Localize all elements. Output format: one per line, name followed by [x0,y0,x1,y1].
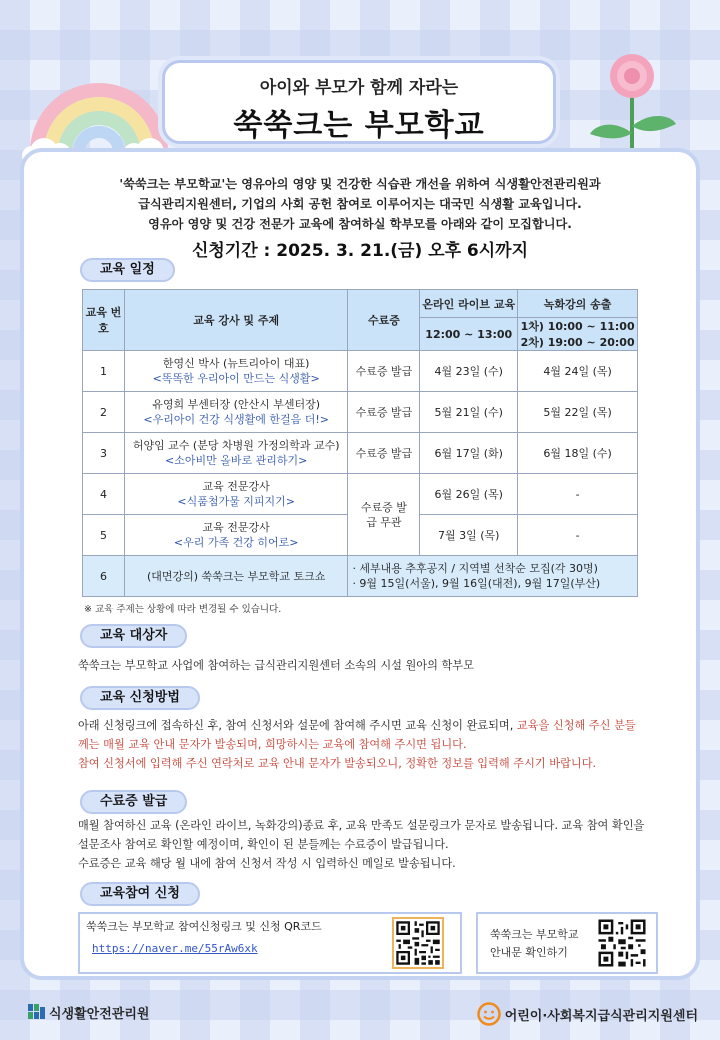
flower-decoration [582,48,682,158]
section-heading-certificate: 수료증 발급 [80,790,187,814]
table-header-row [83,290,638,318]
notice-line-1: 쑥쑥크는 부모학교 [490,928,579,941]
header-no: 교육 번호 [83,290,125,351]
apply-link[interactable]: https://naver.me/55rAw6xk [92,942,258,955]
smile-logo-icon [477,1002,501,1026]
certificate-line-3: 수료증은 교육 해당 월 내에 참여 신청서 작성 시 입력하신 메일로 발송됩니다. [78,857,456,870]
intro-line-1: '쑥쑥크는 부모학교'는 영유아의 영양 및 건강한 식습관 개선을 위하여 식생활안전관리원과 [119,177,601,191]
footer-right-text: 어린이·사회복지급식관리지원센터 [504,1009,698,1024]
row-no: 2 [83,392,125,433]
method-line-1b: 교육을 신청해 주신 분들 [516,719,636,732]
intro-text [24,174,696,234]
qr-code-icon[interactable] [392,917,444,969]
row-no: 5 [83,515,125,556]
header-replay-times [518,318,638,351]
row-note [348,556,638,597]
certificate-line-1: 매월 참여하신 교육 (온라인 라이브, 녹화강의)종료 후, 교육 만족도 설문링크가 문자로 발송됩니다. 교육 참여 확인을 [78,819,645,832]
schedule-table [82,289,638,597]
content-card [20,148,700,980]
page-subtitle: 아이와 부모가 함께 자라는 [259,78,459,98]
apply-box-title: 쑥쑥크는 부모학교 참여신청링크 및 신청 QR코드 [86,920,322,933]
row-speaker: 유영희 부센터장 (안산시 부센터장) [152,398,321,411]
notice-text [490,926,579,962]
row-replay: - [518,474,638,515]
row-online: 7월 3일 (목) [420,515,518,556]
row-cert: 수료증 발급 [348,433,420,474]
row-speaker: (대면강의) 쑥쑥크는 부모학교 토크쇼 [124,556,348,597]
intro-line-3: 영유아 영양 및 건강 전문가 교육에 참여하실 학부모를 아래와 같이 모집합니다. [148,217,572,231]
footer-left-logo [28,1003,149,1022]
row-cert: 수료증 발급 무관 [348,474,420,556]
row-topic-cell [124,433,348,474]
method-line-1a: 아래 신청링크에 접속하신 후, 참여 신청서와 설문에 참여해 주시면 교육 신청이 완료되며, [78,719,517,732]
section-heading-schedule: 교육 일정 [80,258,175,282]
row-no: 6 [83,556,125,597]
notice-line-2: 안내문 확인하기 [490,946,568,959]
row-cert: 수료증 발급 [348,392,420,433]
section-heading-target: 교육 대상자 [80,624,187,648]
agency-logo-icon [28,1004,46,1020]
header-online: 온라인 라이브 교육 [420,290,518,318]
row-note-2: · 9월 15일(서울), 9월 16일(대전), 9월 17일(부산) [352,577,601,590]
row-cert: 수료증 발급 [348,351,420,392]
row-online: 6월 26일 (목) [420,474,518,515]
qr-code-icon[interactable] [596,917,648,969]
table-row [83,556,638,597]
row-speaker: 한영신 박사 (뉴트리아이 대표) [162,357,310,370]
row-topic-cell [124,392,348,433]
method-line-2: 께는 매월 교육 안내 문자가 발송되며, 희망하시는 교육에 참여해 주시면 됩니다. [78,738,467,751]
notice-box [476,912,658,974]
row-topic: <우리아이 건강 식생활에 한걸음 더!> [143,413,329,426]
row-topic: <우리 가족 건강 히어로> [173,536,299,549]
row-replay: - [518,515,638,556]
row-topic: <소아비만 올바로 관리하기> [165,454,308,467]
apply-link-box [78,912,462,974]
header-cert: 수료증 [348,290,420,351]
table-row [83,474,638,515]
row-online: 6월 17일 (화) [420,433,518,474]
row-topic-cell [124,351,348,392]
row-speaker: 교육 전문강사 [202,521,270,534]
header-replay: 녹화강의 송출 [518,290,638,318]
table-row [83,351,638,392]
application-period: 신청기간 : 2025. 3. 21.(금) 오후 6시까지 [191,241,529,261]
row-speaker: 교육 전문강사 [202,480,270,493]
page-title: 쑥쑥크는 부모학교 [233,108,485,143]
header-online-time: 12:00 ~ 13:00 [420,318,518,351]
footer-left-text: 식생활안전관리원 [49,1007,150,1022]
certificate-text [78,816,708,873]
method-line-3: 참여 신청서에 입력해 주신 연락처로 교육 안내 문자가 발송되오니, 정확한 정보를 입력해 주시기 바랍니다. [78,757,597,770]
table-row [83,433,638,474]
row-no: 4 [83,474,125,515]
title-banner [162,60,556,144]
row-topic-cell [124,474,348,515]
table-row [83,392,638,433]
schedule-footnote: ※ 교육 주제는 상황에 따라 변경될 수 있습니다. [84,604,282,615]
row-online: 4월 23일 (수) [420,351,518,392]
row-note-1: · 세부내용 추후공지 / 지역별 선착순 모집(각 30명) [352,562,598,575]
target-text: 쑥쑥크는 부모학교 사업에 참여하는 급식관리지원센터 소속의 시설 원아의 학부모 [78,659,474,672]
footer-right-logo [477,1002,698,1026]
row-topic: <똑똑한 우리아이 만드는 식생활> [152,372,320,385]
method-text [78,716,698,773]
header-topic: 교육 강사 및 주제 [124,290,348,351]
row-replay: 4월 24일 (목) [518,351,638,392]
intro-line-2: 급식관리지원센터, 기업의 사회 공헌 참여로 이루어지는 대국민 식생활 교육입니다. [138,197,582,211]
row-replay: 6월 18일 (수) [518,433,638,474]
method-line-1 [78,716,698,735]
replay-time-1: 1차) 10:00 ~ 11:00 [520,320,635,333]
replay-time-2: 2차) 19:00 ~ 20:00 [520,336,635,349]
section-heading-apply: 교육참여 신청 [80,882,200,906]
row-topic-cell [124,515,348,556]
certificate-line-2: 설문조사 참여로 확인할 예정이며, 확인이 된 분들께는 수료증이 발급됩니다. [78,838,449,851]
row-speaker: 허양임 교수 (분당 차병원 가정의학과 교수) [132,439,340,452]
row-topic: <식품첨가물 지피지기> [177,495,295,508]
row-no: 3 [83,433,125,474]
row-online: 5월 21일 (수) [420,392,518,433]
section-heading-method: 교육 신청방법 [80,686,200,710]
row-replay: 5월 22일 (목) [518,392,638,433]
row-no: 1 [83,351,125,392]
